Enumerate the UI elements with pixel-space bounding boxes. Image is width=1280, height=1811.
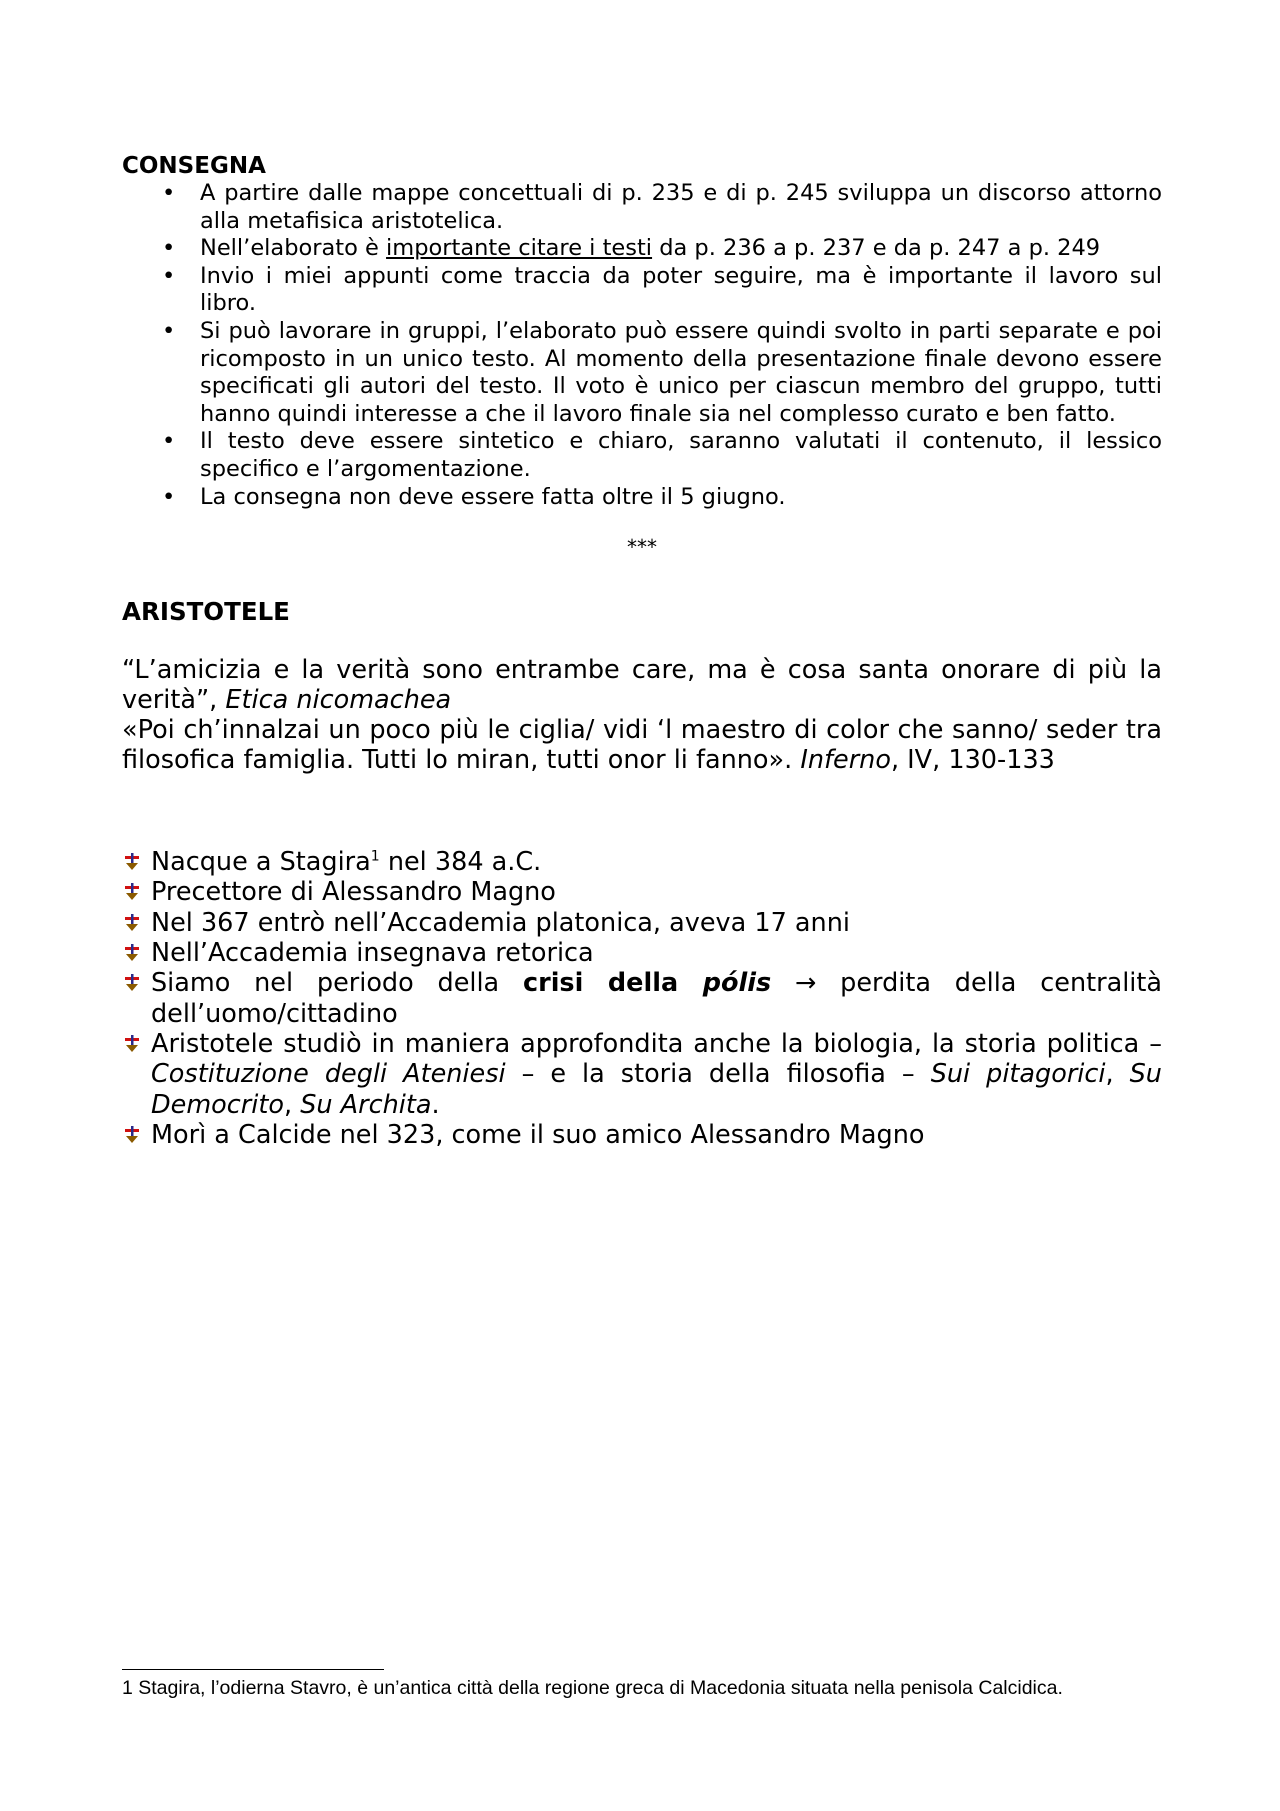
biography-list [122,847,1162,1150]
arrow-down-icon [124,914,140,932]
emphasis: crisi della pólis [523,968,772,999]
list-item: • Si può lavorare in gruppi, l’elaborato può essere quindi svolto in parti separate e poi ricomposto in un unico testo. Al momento della presentazione finale devono essere specificati gli autori del testo. Il voto è unico per ciascun membro del gruppo, tutti hanno quindi interesse a che il lavoro finale sia nel complesso curato e ben fatto. [162,317,1162,427]
quote-source: Etica nicomachea [225,685,452,716]
list-item: Morì a Calcide nel 323, come il suo amico Alessandro Magno [122,1120,1162,1150]
list-item: Nacque a Stagira$^1$ nel 384 a.C. [122,847,1162,877]
list-item: Precettore di Alessandro Magno [122,877,1162,907]
footnote: 1 Stagira, l’odierna Stavro, è un’antica città della regione greca di Macedonia situata nella penisola Calcidica. [122,1677,1063,1699]
arrow-down-icon [124,853,140,871]
arrow-down-icon [124,1035,140,1053]
bullet-icon: • [162,262,176,289]
list-item: • La consegna non deve essere fatta oltre il 5 giugno. [162,483,786,510]
quote-inferno: «Poi ch’innalzai un poco più le ciglia/ vidi ‘l maestro di color che sanno/ seder tra filosofica famiglia. Tutti lo miran, tutti onor li fanno». Inferno, IV, 130-133 [122,715,1162,776]
list-item: • A partire dalle mappe concettuali di p. 235 e di p. 245 sviluppa un discorso attorno alla metafisica aristotelica. [162,180,1162,234]
quote-etica: “L’amicizia e la verità sono entrambe care, ma è cosa santa onorare di più la verità”, Etica nicomachea [122,655,1162,716]
list-item: Aristotele studiò in maniera approfondita anche la biologia, la storia politica – Costituzione degli Ateniesi – e la storia della filosofia – Sui pitagorici, Su Democrito, Su Archita. [122,1029,1162,1120]
footnote-ref[interactable]: 1 [370,848,380,865]
arrow-down-icon [124,883,140,901]
bullet-icon: • [162,483,176,510]
arrow-down-icon [124,1126,140,1144]
quote-source: Inferno [800,745,891,776]
page-content [122,152,1162,1150]
bullet-icon: • [162,317,176,344]
consegna-list [122,180,1162,511]
list-item: Nel 367 entrò nell’Accademia platonica, aveva 17 anni [122,908,1162,938]
bullet-icon: • [162,428,176,455]
footnote-separator [122,1669,384,1670]
list-item: • Invio i miei appunti come traccia da poter seguire, ma è importante il lavoro sul libro. [162,262,1162,317]
arrow-down-icon [124,974,140,992]
list-item: Siamo nel periodo della crisi della pólis → perdita della centralità dell’uomo/cittadino [122,968,1162,1029]
consegna-heading: CONSEGNA [122,153,266,179]
aristotele-heading: ARISTOTELE [122,597,290,627]
list-item: • Il testo deve essere sintetico e chiaro, saranno valutati il contenuto, il lessico specifico e l’argomentazione. [162,428,1162,482]
section-separator: *** [627,535,657,560]
list-item: • Nell’elaborato è importante citare i testi da p. 236 a p. 237 e da p. 247 a p. 249 [162,235,1101,262]
arrow-down-icon [124,944,140,962]
bullet-icon: • [162,180,176,206]
bullet-icon: • [162,235,176,262]
list-item: Nell’Accademia insegnava retorica [122,938,1162,968]
underlined-text: importante citare i testi [386,235,653,262]
quotes-block [122,655,1162,775]
